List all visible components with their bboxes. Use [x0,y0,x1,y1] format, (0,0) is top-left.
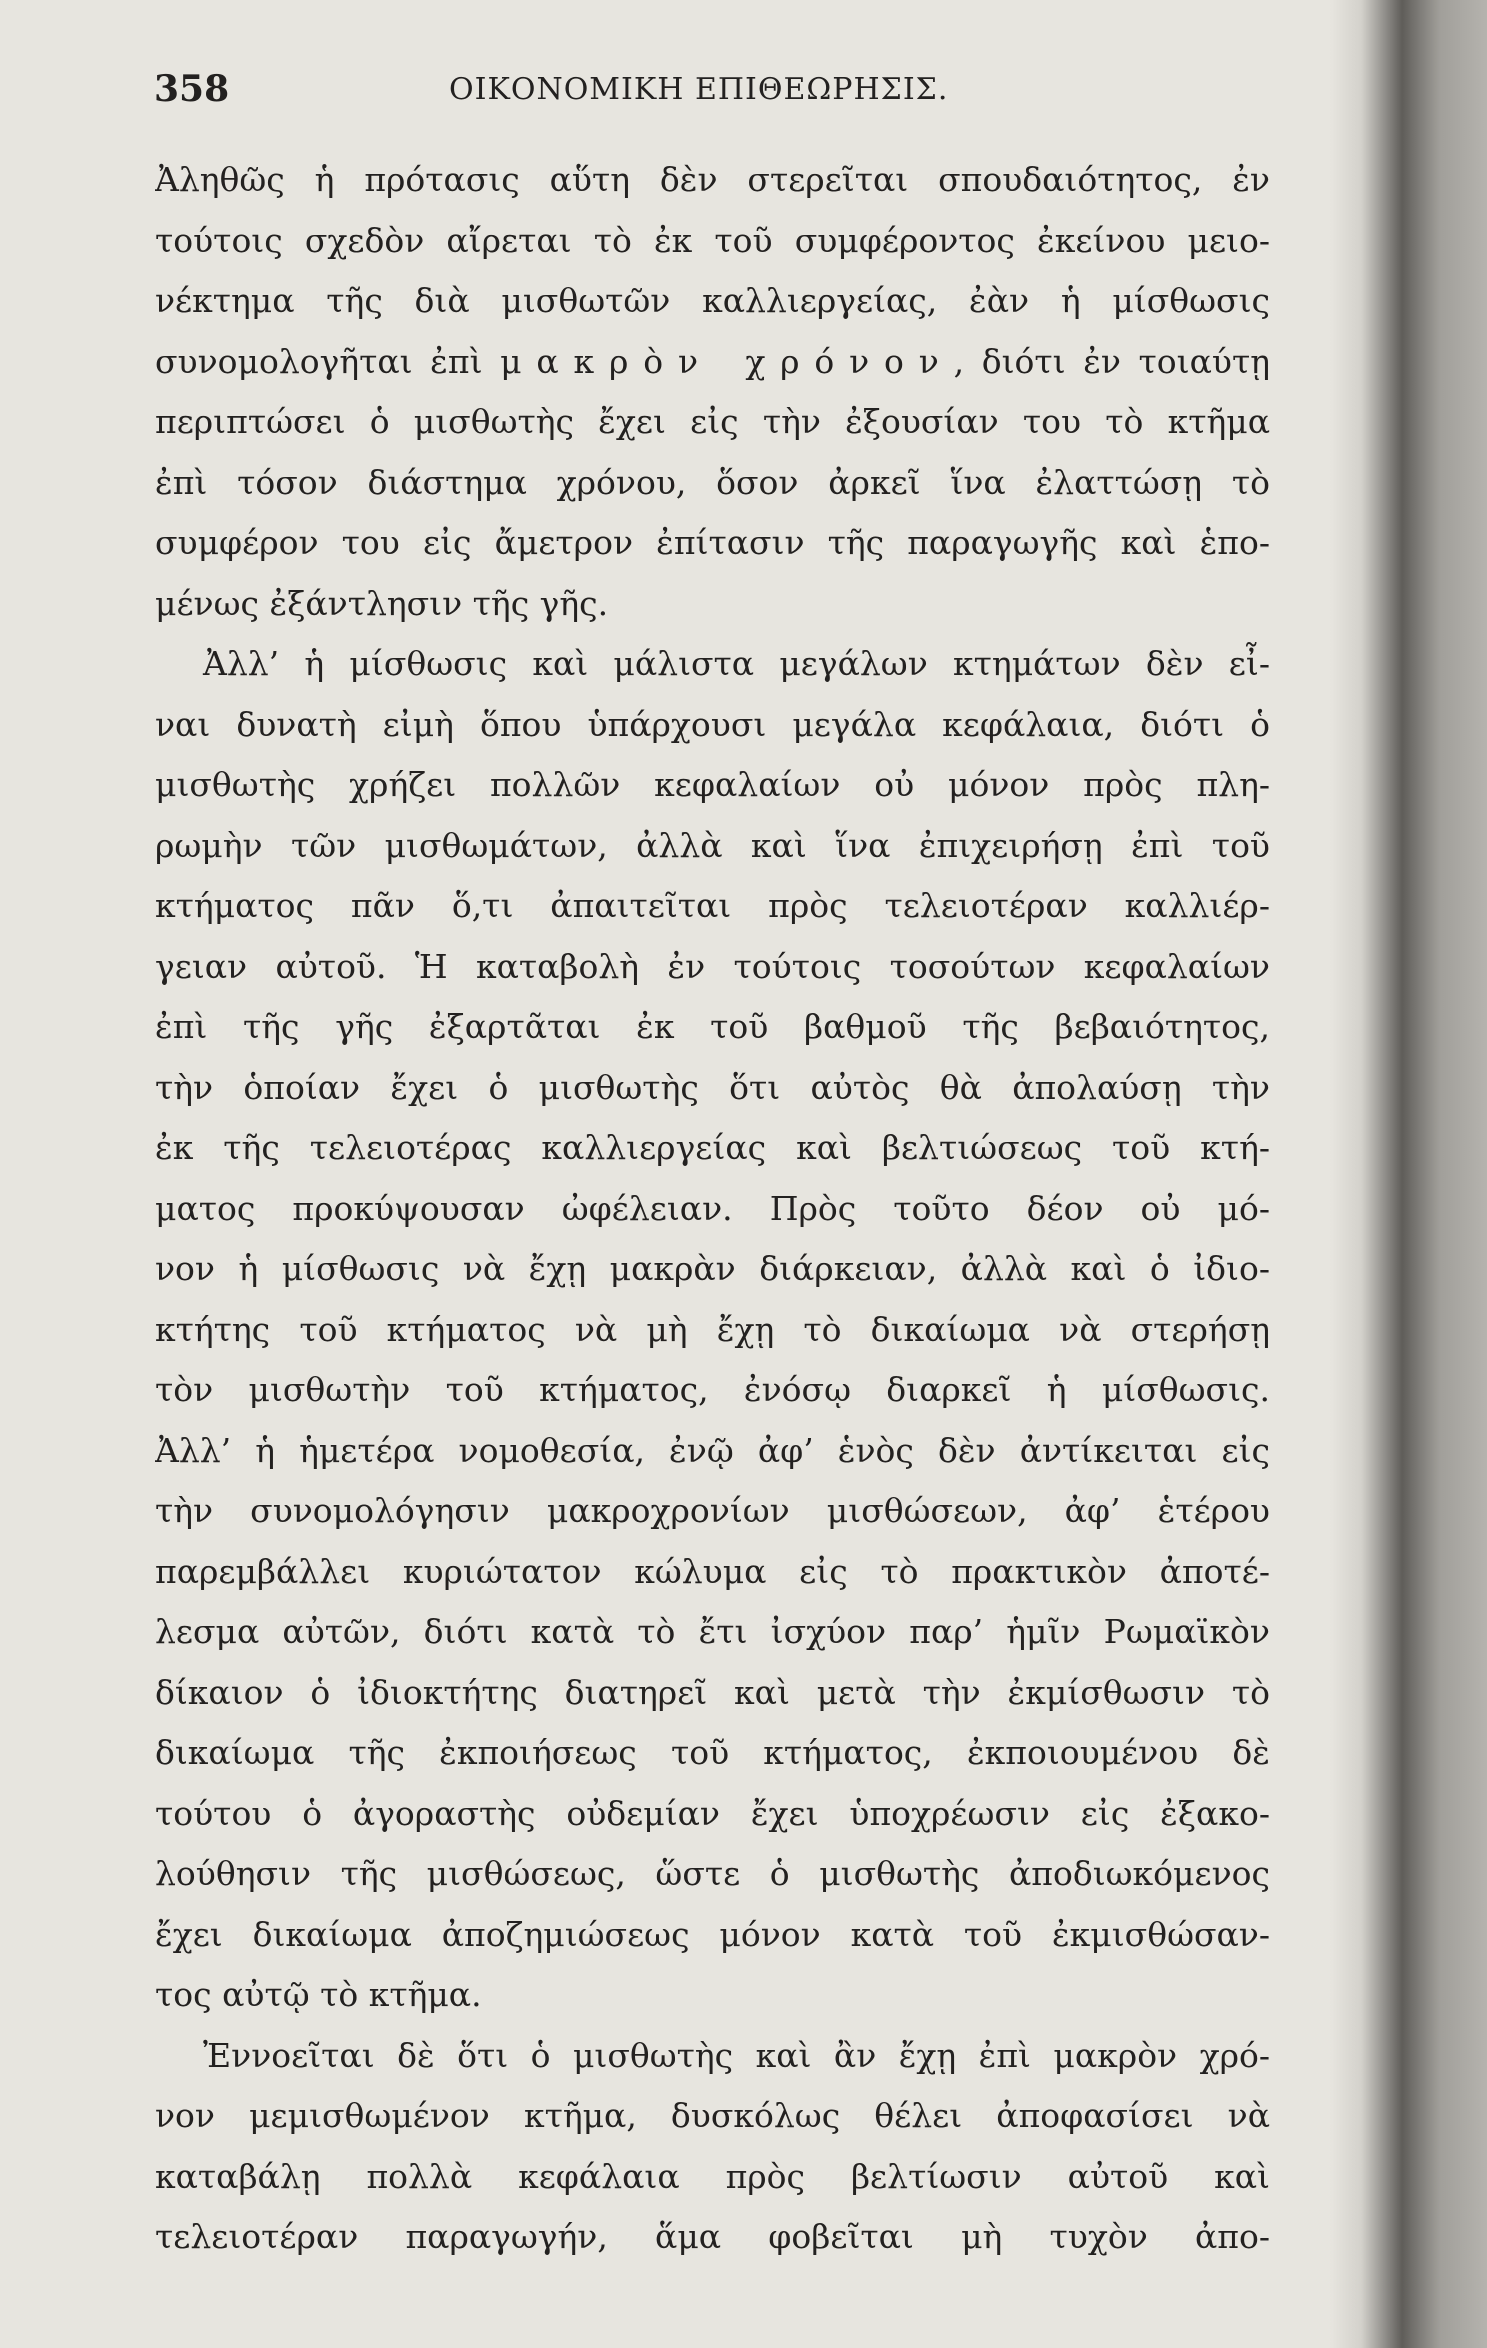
paragraph [155,2026,1270,2268]
text-line: παρεμβάλλει κυριώτατον κώλυμα εἰς τὸ πρακτικὸν ἀποτέ- [155,1551,1270,1591]
text-line: Ἀλλ’ ἡ μίσθωσις καὶ μάλιστα μεγάλων κτημάτων δὲν εἶ- [203,644,1270,683]
text-line: λεσμα αὐτῶν, διότι κατὰ τὸ ἔτι ἰσχύον παρ’ ἡμῖν Ρωμαϊκὸν [155,1612,1270,1651]
text-line: τος αὐτῷ τὸ κτῆμα. [155,1975,482,2014]
text-line: τὸν μισθωτὴν τοῦ κτήματος, ἐνόσῳ διαρκεῖ ἡ μίσθωσις. [155,1370,1270,1409]
text-line: ματος προκύψουσαν ὠφέλειαν. Πρὸς τοῦτο δέον οὐ μό- [155,1188,1270,1228]
page-number: 358 [154,68,230,110]
paragraph [155,150,1270,634]
text-line: τὴν ὁποίαν ἔχει ὁ μισθωτὴς ὅτι αὐτὸς θὰ ἀπολαύσῃ τὴν [155,1067,1270,1107]
page-binding-shadow [1330,0,1487,2348]
text-line: μένως ἐξάντλησιν τῆς γῆς. [155,583,609,623]
text-line: δικαίωμα τῆς ἐκποιήσεως τοῦ κτήματος, ἐκποιουμένου δὲ [155,1733,1270,1772]
running-title: ΟΙΚΟΝΟΜΙΚΗ ΕΠΙΘΕΩΡΗΣΙΣ. [449,72,949,107]
text-line: καταβάλῃ πολλὰ κεφάλαια πρὸς βελτίωσιν αὐτοῦ καὶ [155,2156,1270,2196]
text-line: Ἐννοεῖται δὲ ὅτι ὁ μισθωτὴς καὶ ἂν ἔχῃ ἐπὶ μακρὸν χρό- [203,2035,1270,2075]
text-line: τὴν συνομολόγησιν μακροχρονίων μισθώσεων, ἀφ’ ἑτέρου [155,1491,1270,1530]
text-line: μισθωτὴς χρήζει πολλῶν κεφαλαίων οὐ μόνον πρὸς πλη- [155,765,1270,804]
text-line: κτήματος πᾶν ὅ,τι ἀπαιτεῖται πρὸς τελειοτέραν καλλιέρ- [155,886,1270,925]
text-line: συμφέρον του εἰς ἄμετρον ἐπίτασιν τῆς παραγωγῆς καὶ ἑπο- [155,523,1270,562]
text-line: Ἀλλ’ ἡ ἡμετέρα νομοθεσία, ἐνῷ ἀφ’ ἑνὸς δὲν ἀντίκειται εἰς [155,1430,1270,1470]
text-line: νέκτημα τῆς διὰ μισθωτῶν καλλιεργείας, ἐὰν ἡ μίσθωσις [155,281,1270,320]
text-line: νον ἡ μίσθωσις νὰ ἔχῃ μακρὰν διάρκειαν, ἀλλὰ καὶ ὁ ἰδιο- [155,1249,1270,1288]
text-line: ἔχει δικαίωμα ἀποζημιώσεως μόνον κατὰ τοῦ ἐκμισθώσαν- [155,1914,1270,1954]
text-line: νον μεμισθωμένον κτῆμα, δυσκόλως θέλει ἀποφασίσει νὰ [155,2096,1270,2135]
text-line: τούτοις σχεδὸν αἴρεται τὸ ἐκ τοῦ συμφέροντος ἐκείνου μειο- [155,220,1270,260]
text-line: ἐπὶ τόσον διάστημα χρόνου, ὅσον ἀρκεῖ ἵνα ἐλαττώσῃ τὸ [155,462,1270,502]
text-line: ἐκ τῆς τελειοτέρας καλλιεργείας καὶ βελτιώσεως τοῦ κτή- [155,1128,1270,1167]
text-segment: συνομολογῆται ἐπὶ [155,341,501,381]
text-line: τούτου ὁ ἀγοραστὴς οὐδεμίαν ἔχει ὑποχρέωσιν εἰς ἐξακο- [155,1793,1270,1833]
text-line: τελειοτέραν παραγωγήν, ἅμα φοβεῖται μὴ τυχὸν ἀπο- [155,2217,1270,2256]
text-line: ναι δυνατὴ εἰμὴ ὅπου ὑπάρχουσι μεγάλα κεφάλαια, διότι ὁ [155,704,1270,744]
body-text [155,150,1270,2268]
spaced-emphasis: μακρὸν χρόνον [500,341,954,381]
text-line: ρωμὴν τῶν μισθωμάτων, ἀλλὰ καὶ ἵνα ἐπιχειρήσῃ ἐπὶ τοῦ [155,825,1270,865]
paragraph [155,634,1270,2026]
text-segment: , διότι ἐν τοιαύτῃ [953,341,1270,381]
text-line: λούθησιν τῆς μισθώσεως, ὥστε ὁ μισθωτὴς ἀποδιωκόμενος [155,1854,1270,1893]
text-line: περιπτώσει ὁ μισθωτὴς ἔχει εἰς τὴν ἐξουσίαν του τὸ κτῆμα [155,402,1270,441]
text-line [155,332,1270,393]
text-line: κτήτης τοῦ κτήματος νὰ μὴ ἔχῃ τὸ δικαίωμα νὰ στερήσῃ [155,1309,1270,1349]
text-line: γειαν αὐτοῦ. Ἡ καταβολὴ ἐν τούτοις τοσούτων κεφαλαίων [155,946,1270,986]
text-line: ἐπὶ τῆς γῆς ἐξαρτᾶται ἐκ τοῦ βαθμοῦ τῆς βεβαιότητος, [155,1007,1270,1046]
text-line: Ἀληθῶς ἡ πρότασις αὕτη δὲν στερεῖται σπουδαιότητος, ἐν [155,160,1270,199]
text-line: δίκαιον ὁ ἰδιοκτήτης διατηρεῖ καὶ μετὰ τὴν ἐκμίσθωσιν τὸ [155,1672,1270,1712]
